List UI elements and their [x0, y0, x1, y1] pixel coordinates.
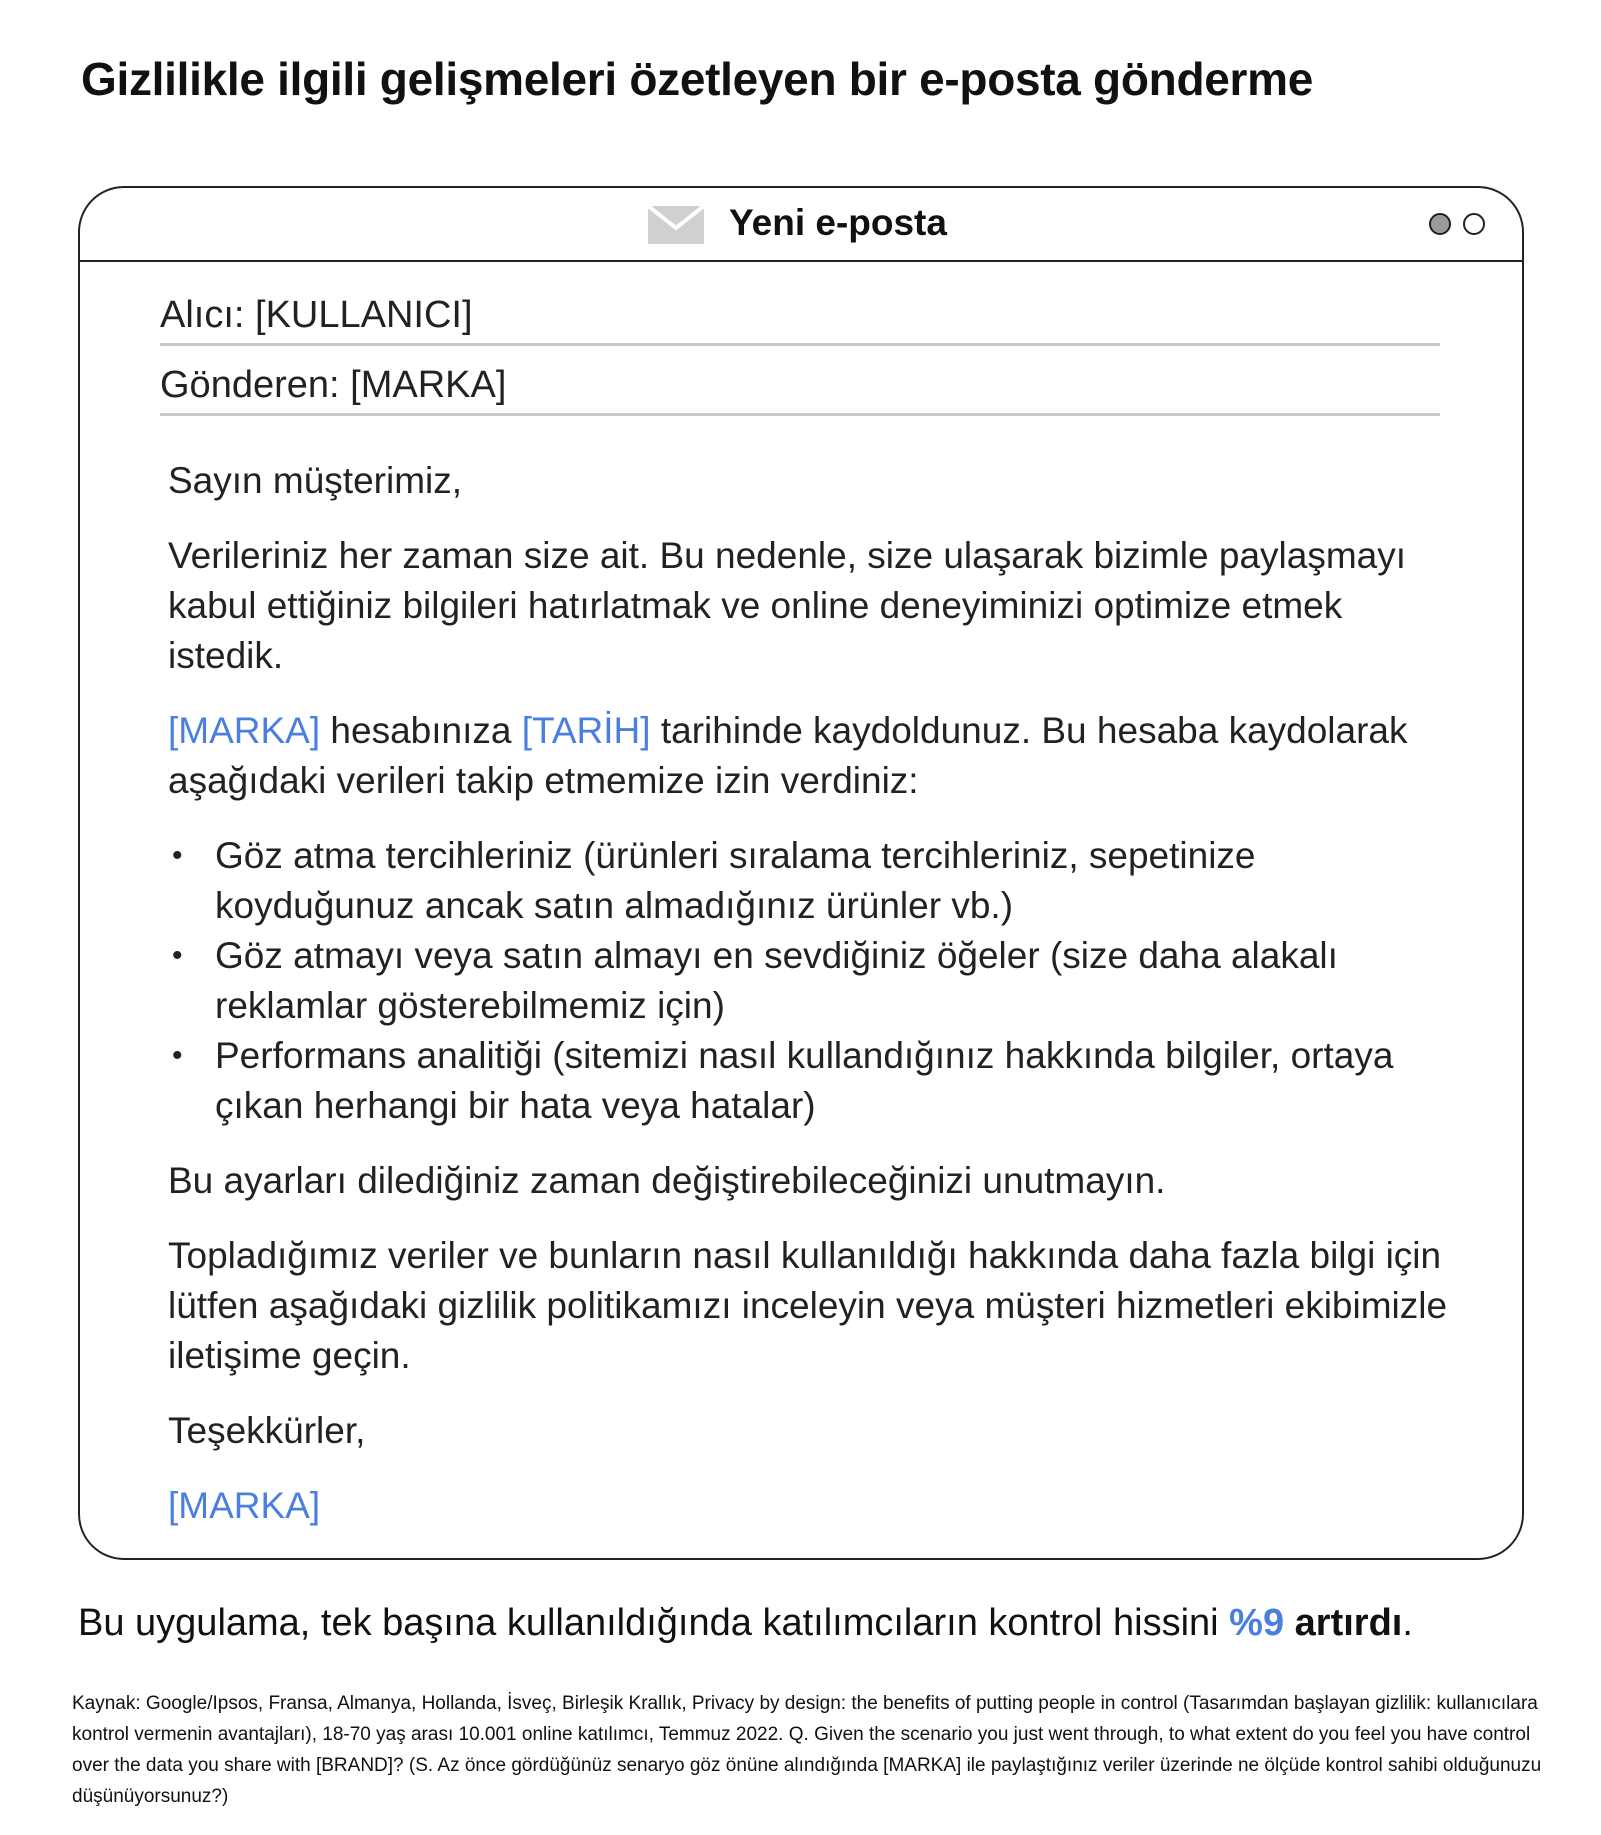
list-item [168, 831, 1458, 931]
summary-end: . [1402, 1602, 1413, 1644]
greeting: Sayın müşterimiz, [168, 460, 463, 501]
window-control-dot[interactable] [1463, 213, 1485, 235]
mail-icon [648, 206, 704, 244]
list-item-text: Göz atma tercihleriniz (ürünleri sıralama tercihleriniz, sepetinize koyduğunuz ancak satın almadığınız ürünler vb.) [215, 835, 1256, 926]
email-body[interactable] [168, 456, 1458, 1556]
list-item [168, 1031, 1458, 1131]
email-compose-window [78, 186, 1524, 1560]
brand-placeholder: [MARKA] [168, 710, 321, 751]
sender-field[interactable]: Gönderen: [MARKA] [160, 364, 1440, 416]
summary-text: Bu uygulama, tek başına kullanıldığında katılımcıların kontrol hissini [78, 1602, 1230, 1644]
account-text: tarihinde kaydoldunuz. Bu hesaba kaydolarak aşağıdaki verileri takip etmemize izin verdiniz: [168, 710, 1408, 801]
intro-paragraph: Verileriniz her zaman size ait. Bu nedenle, size ulaşarak bizimle paylaşmayı kabul ettiğiniz bilgileri hatırlatmak ve online deneyiminizi optimize etmek istedik. [168, 535, 1407, 676]
more-info-paragraph: Topladığımız veriler ve bunların nasıl kullanıldığı hakkında daha fazla bilgi için lütfen aşağıdaki gizlilik politikamızı inceleyin veya müşteri hizmetleri ekibimizle iletişime geçin. [168, 1235, 1448, 1376]
account-paragraph [168, 706, 1458, 806]
bullet-icon: • [172, 1039, 183, 1072]
window-control-dot[interactable] [1429, 213, 1451, 235]
bullet-icon: • [172, 839, 183, 872]
bullet-icon: • [172, 939, 183, 972]
list-item-text: Göz atmayı veya satın almayı en sevdiğiniz öğeler (size daha alakalı reklamlar gösterebilmemiz için) [215, 935, 1338, 1026]
list-item-text: Performans analitiği (sitemizi nasıl kullandığınız hakkında bilgiler, ortaya çıkan herhangi bir hata veya hatalar) [215, 1035, 1394, 1126]
list-item [168, 931, 1458, 1031]
percent-value: %9 [1229, 1602, 1285, 1644]
reminder-paragraph: Bu ayarları dilediğiniz zaman değiştirebileceğinizi unutmayın. [168, 1160, 1166, 1201]
recipient-field[interactable]: Alıcı: [KULLANICI] [160, 294, 1440, 346]
source-footnote: Kaynak: Google/Ipsos, Fransa, Almanya, Hollanda, İsveç, Birleşik Krallık, Privacy by design: the benefits of putting people in control (Tasarımdan başlayan gizlilik: kullanıcılara kontrol vermenin avantajları), 18-70 yaş arası 10.001 online katılımcı, Temmuz 2022. Q. Given the scenario you just went through, to what extent do you feel you have control over the data you share with [BRAND]? (S. Az önce gördüğünüz senaryo göz önüne alındığında [MARKA] ile paylaştığınız veriler üzerinde ne ölçüde kontrol sahibi olduğunuzu düşünüyorsunuz?) [72, 1693, 1542, 1807]
result-summary [78, 1602, 1413, 1645]
window-titlebar [80, 188, 1522, 262]
closing: Teşekkürler, [168, 1410, 366, 1451]
account-text: hesabınıza [320, 710, 522, 751]
window-title: Yeni e-posta [729, 202, 947, 243]
page-title: Gizlilikle ilgili gelişmeleri özetleyen bir e-posta gönderme [81, 53, 1314, 105]
date-placeholder: [TARİH] [521, 710, 651, 751]
tracked-data-list [168, 831, 1458, 1131]
summary-verb: artırdı [1294, 1602, 1403, 1644]
signature: [MARKA] [168, 1485, 321, 1526]
